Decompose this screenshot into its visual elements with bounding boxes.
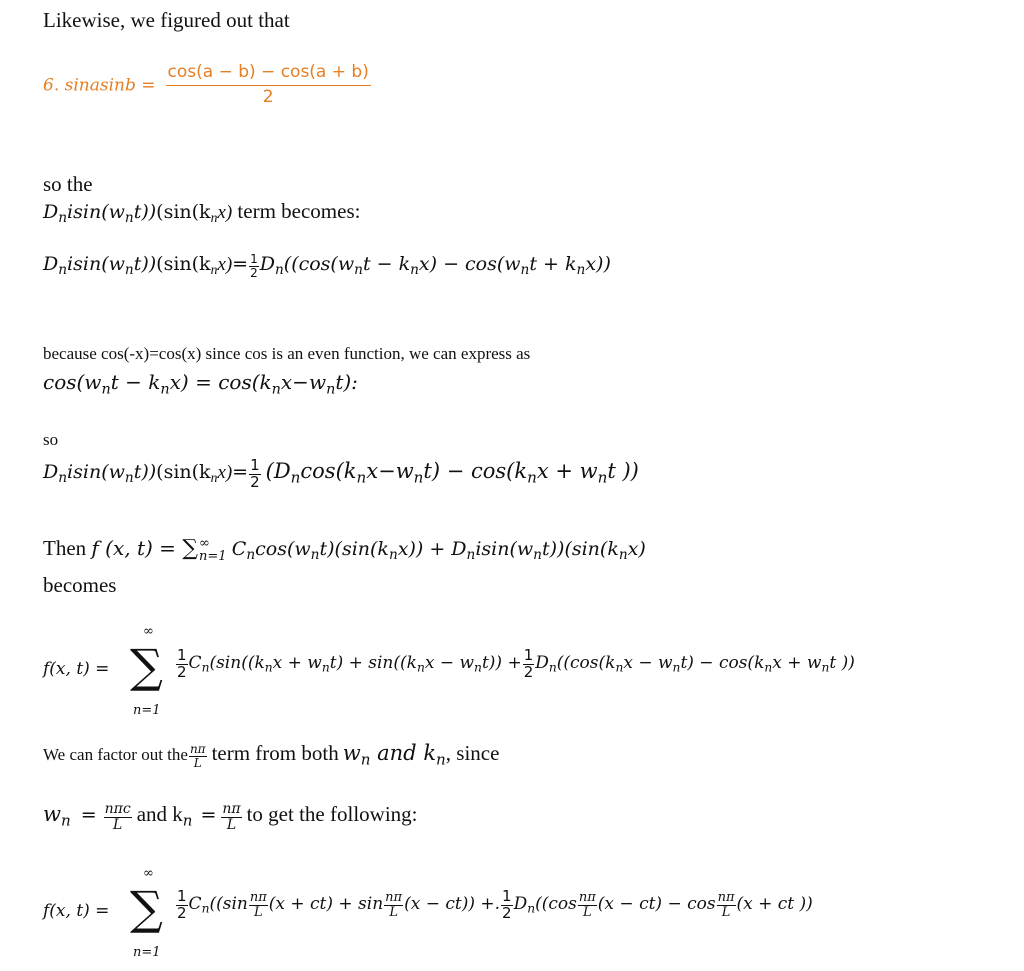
equation-f-final: $\frac{1}{2}$ $C_n((\sin$ $\frac{n\pi}{L}$ (x + ct) + sin $\frac{n\pi}{L}$ (x − ct)) +. $\frac{1}{2}$ $D_n((\cos$ $\frac{n\pi}{L}$ (x − ct) − cos $\frac{n\pi}{L}$ (x + ct )) — [177, 887, 813, 922]
factor-out-line: We can factor out the $\frac{n\pi}{L}$ term from both $w_n$ and $k_n$, since — [43, 741, 500, 770]
intro-text: Likewise, we figured out that — [43, 8, 290, 32]
summation-symbol-2: ∑ — [130, 881, 163, 935]
becomes-text: becomes — [43, 573, 117, 597]
equation-expansion-2: $D_nisin(w_nt))(\sin(k_nx)=$ $\frac{1}{2}$ ($D_n\cos(k_nx-w_nt) - \cos(k_nx + w_nt$ )) — [43, 456, 639, 491]
identity-6: 6. sinasinb = $\frac{\cos(a - b) - \cos(a + b)}{2}$ — [43, 62, 369, 107]
cos-even-identity: $\cos(w_nt - k_nx) = \cos(k_nx-w_nt)$: — [43, 370, 358, 398]
equation-f-expanded: $\frac{1}{2}$ $C_n(\sin((k_nx + w_nt) + \sin((k_nx - w_nt))$ + $\frac{1}{2}$ $D_n((\cos(k_nx - w_nt) - \cos(k_nx + w_nt$ )) — [177, 646, 855, 681]
sum-upper-1: ∞ — [143, 624, 154, 639]
so-the-text: so the — [43, 172, 93, 196]
wn-kn-definitions: $w_n$ = $\frac{\text{nπc}}{L}$ and $k_n$ = $\frac{n\pi}{L}$ to get the following: — [43, 801, 418, 833]
summation-symbol-1: ∑ — [130, 639, 163, 693]
identity-6-fraction: $\frac{\cos(a - b) - \cos(a + b)}{2}$ — [167, 62, 369, 107]
sum-lower-1: n=1 — [133, 703, 161, 718]
even-function-note: because cos(-x)=cos(x) since cos is an even function, we can express as — [43, 344, 531, 363]
f-lhs-2: f(x, t) = — [43, 901, 110, 921]
sum-lower-2: n=1 — [133, 945, 161, 960]
term-line: $D_nisin(w_nt))(\sin(k_nx)$ term becomes: — [43, 199, 361, 227]
sum-upper-2: ∞ — [143, 866, 154, 881]
then-f-line: Then f (x, t) = ∑ ∞ n=1 $C_n\cos(w_nt)(\sin(k_nx)) + D_nisin(w_nt))(\sin(k_nx)$ — [43, 536, 646, 565]
f-lhs-1: f(x, t) = — [43, 659, 110, 679]
so-text: so — [43, 430, 59, 449]
equation-expansion-1: $D_nisin(w_nt))(\sin(k_nx)=$ $\frac{1}{2}$ $D_n((\cos(w_nt - k_nx) - \cos(w_nt + k_nx))$ — [43, 252, 611, 280]
